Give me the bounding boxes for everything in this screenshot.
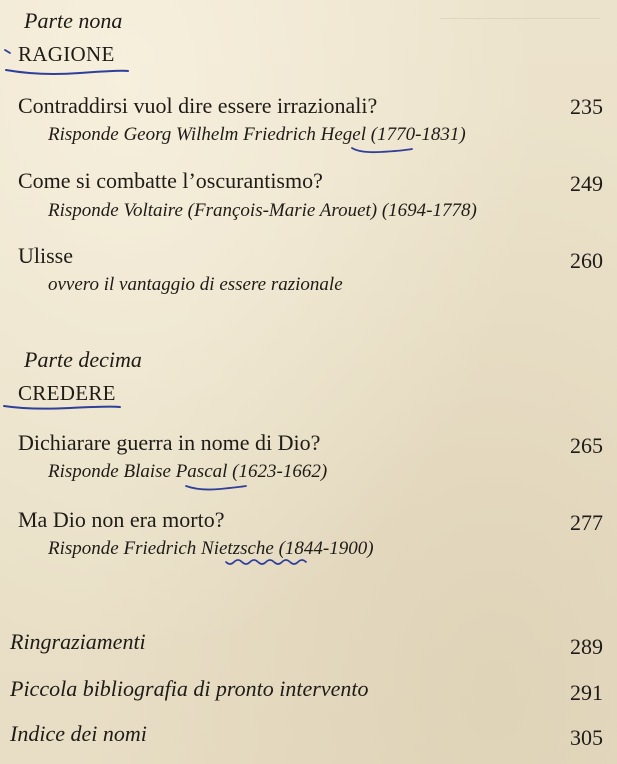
- pen-underline-ragione: [6, 70, 128, 74]
- bleed-through-ghost: [440, 18, 600, 33]
- toc-page-number: 235: [570, 94, 603, 119]
- part-label: Parte nona: [24, 8, 123, 33]
- pen-tick-mark: [5, 50, 10, 53]
- pen-underline-credere: [4, 406, 120, 409]
- pen-underline-hegel: [352, 148, 412, 152]
- toc-entry-subtitle: Risponde Blaise Pascal (1623-1662): [48, 461, 328, 482]
- toc-page-number: 305: [570, 725, 603, 750]
- toc-page-number: 277: [570, 510, 603, 535]
- toc-page-number: 265: [570, 433, 603, 458]
- toc-page-number: 291: [570, 680, 603, 705]
- toc-back-matter-title: Ringraziamenti: [10, 629, 146, 654]
- toc-entry-title: Ulisse: [18, 243, 73, 268]
- section-heading: RAGIONE: [18, 42, 115, 66]
- toc-page-number: 260: [570, 248, 603, 273]
- part-label: Parte decima: [24, 347, 142, 372]
- section-heading: CREDERE: [18, 381, 116, 405]
- toc-page-number: 289: [570, 634, 603, 659]
- toc-page-number: 249: [570, 171, 603, 196]
- toc-entry-subtitle: ovvero il vantaggio di essere razionale: [48, 274, 343, 295]
- pen-underline-pascal: [186, 486, 246, 490]
- toc-entry-title: Come si combatte l’oscurantismo?: [18, 168, 323, 193]
- toc-entry-title: Contraddirsi vuol dire essere irrazionali?: [18, 93, 378, 118]
- toc-back-matter-title: Indice dei nomi: [10, 721, 147, 746]
- toc-entry-subtitle: Risponde Voltaire (François-Marie Arouet) (1694-1778): [48, 200, 477, 221]
- pen-underline-nietzsche: [226, 560, 306, 564]
- toc-entry-title: Dichiarare guerra in nome di Dio?: [18, 430, 321, 455]
- toc-back-matter-title: Piccola bibliografia di pronto intervento: [10, 676, 369, 701]
- toc-entry-subtitle: Risponde Georg Wilhelm Friedrich Hegel (1770-1831): [48, 124, 466, 145]
- toc-entry-subtitle: Risponde Friedrich Nietzsche (1844-1900): [48, 538, 374, 559]
- toc-entry-title: Ma Dio non era morto?: [18, 507, 225, 532]
